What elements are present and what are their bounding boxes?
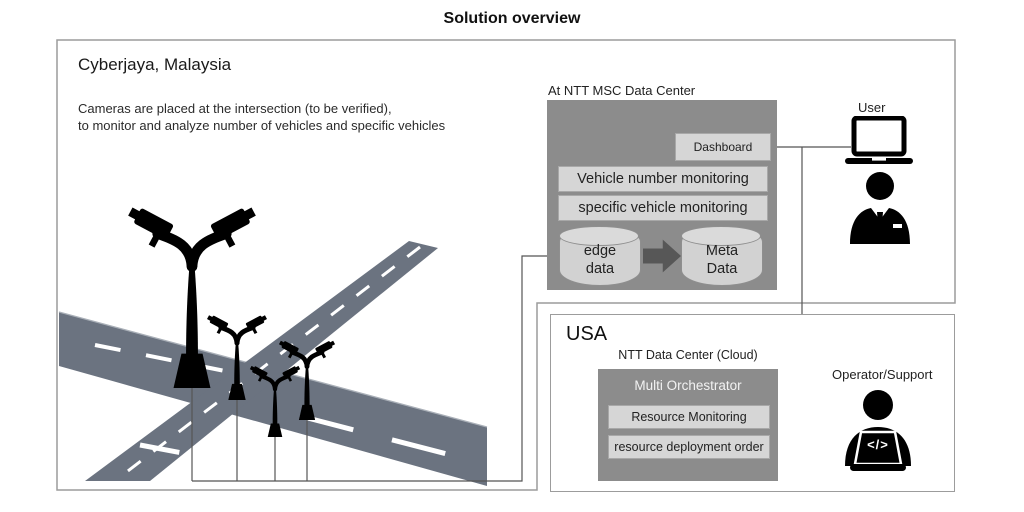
business-user-icon [850,172,910,244]
cyberjaya-heading: Cyberjaya, Malaysia [78,55,232,74]
code-glyph-on-laptop: </> [867,437,889,452]
laptop-icon [845,118,913,164]
operator-laptop-icon [838,390,918,479]
multi-orchestrator-title: Multi Orchestrator [634,378,742,393]
ntt-datacenter-cloud-label: NTT Data Center (Cloud) [618,348,758,362]
specific-vehicle-monitoring-box: specific vehicle monitoring [558,195,768,221]
edge-data-label [560,242,640,278]
flow-arrow [643,239,681,273]
user-label: User [858,100,886,115]
edge-data-line1: edge [583,243,617,259]
meta-data-line2: Data [706,261,738,277]
msc-datacenter-box [547,100,777,290]
resource-monitoring-box: Resource Monitoring [608,405,770,429]
cyberjaya-description-line1: Cameras are placed at the intersection (to be verified), [78,101,392,116]
page-title: Solution overview [443,10,581,27]
msc-datacenter-label: At NTT MSC Data Center [548,83,696,98]
meta-data-line1: Meta [705,243,739,259]
operator-support-label: Operator/Support [832,367,933,382]
cyberjaya-description [78,100,445,134]
meta-data-database-cylinder [681,226,763,286]
vehicle-number-monitoring-box: Vehicle number monitoring [558,166,768,192]
meta-data-label [682,242,762,278]
usa-heading: USA [566,323,608,345]
cyberjaya-description-line2: to monitor and analyze number of vehicles and specific vehicles [78,118,446,133]
road-intersection-illustration [59,241,487,486]
resource-deployment-order-box: resource deployment order [608,435,770,459]
edge-data-line2: data [585,261,615,277]
edge-data-database-cylinder [559,226,641,286]
user-icons [843,116,917,249]
dashboard-box: Dashboard [675,133,771,161]
multi-orchestrator-box [598,369,778,481]
